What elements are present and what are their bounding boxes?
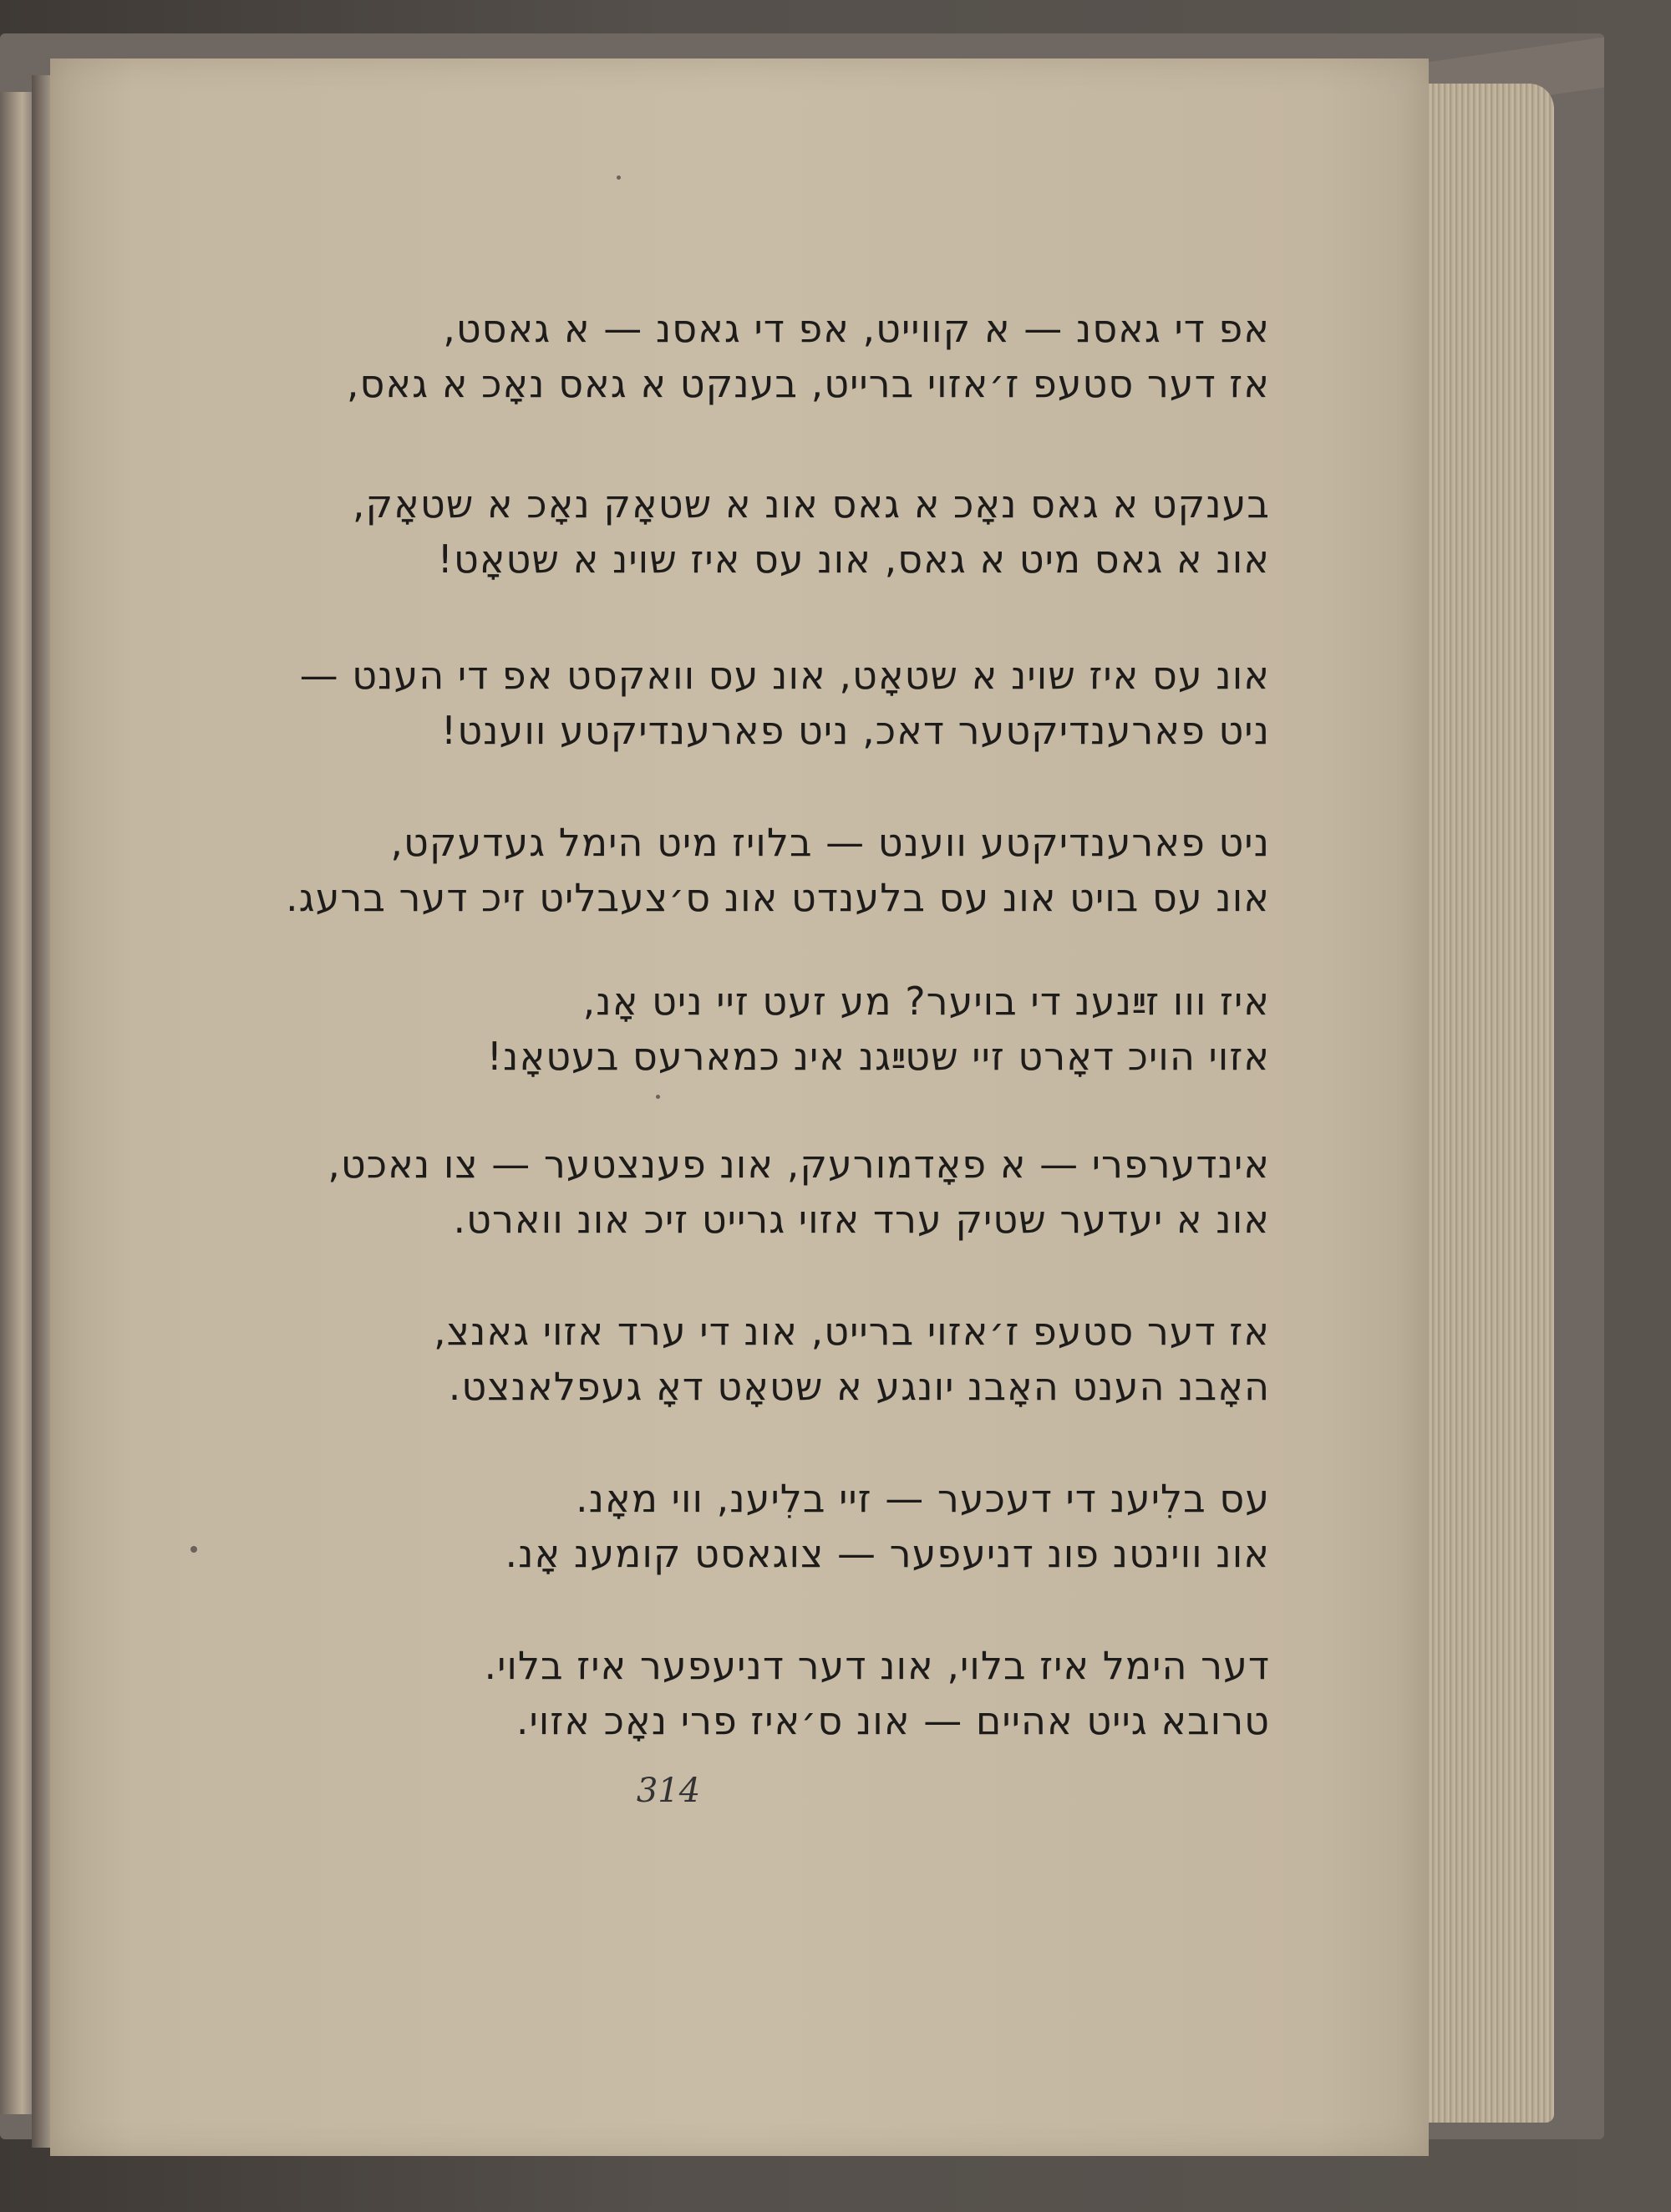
stanza-8 (226, 1471, 1270, 1581)
poem-line: אונ עס בויט אונ עס בלענדט אונ ס׳צעבליט זיכ דער ברעג. (286, 875, 1270, 920)
poem-line: אונ ווינטנ פונ דניעפער — צוגאסט קומענ אָנ. (505, 1531, 1270, 1576)
poem-line: עס בלִיענ די דעכער — זיי בלִיענ, ווי מאָנ. (576, 1476, 1270, 1521)
poem-line: אזוי הויכ דאָרט זיי שטײַגנ אינ כמארעס בעטאָנ! (486, 1034, 1270, 1079)
stanza-2 (226, 476, 1270, 587)
poem-line: אינדערפרי — א פאָדמורעק, אונ פענצטער — צו נאכט, (328, 1142, 1270, 1187)
stanza-3 (226, 648, 1270, 758)
poem-line: דער הימל איז בלוי, אונ דער דניעפער איז בלוי. (484, 1643, 1270, 1688)
poem-line: בענקט א גאס נאָכ א גאס אונ א שטאָק נאָכ א שטאָק, (352, 481, 1270, 526)
stanza-5 (226, 974, 1270, 1084)
page-edges (1429, 84, 1554, 2123)
poem-line: אז דער סטעפ ז׳אזוי ברייט, בענקט א גאס נאָכ א גאס, (346, 361, 1270, 406)
left-page-edge (0, 92, 32, 2114)
book-gutter (32, 75, 50, 2148)
stanza-6 (226, 1137, 1270, 1247)
poem-line: אונ א גאס מיט א גאס, אונ עס איז שוינ א שטאָט! (437, 536, 1270, 582)
poem-line: האָבנ הענט האָבנ יונגע א שטאָט דאָ געפלאנצט. (448, 1364, 1270, 1409)
stanza-7 (226, 1304, 1270, 1414)
paper-speck (656, 1095, 660, 1099)
page-number: 314 (636, 1772, 701, 1810)
stanza-9 (226, 1638, 1270, 1748)
poem-line: ניט פארענדיקטע ווענט — בלויז מיט הימל געדעקט, (390, 820, 1270, 865)
poem-line: טרובא גייט אהיים — אונ ס׳איז פרי נאָכ אזוי. (516, 1698, 1270, 1743)
poem-line: אונ עס איז שוינ א שטאָט, אונ עס וואקסט אפ די הענט — (299, 653, 1270, 698)
poem-line: אונ א יעדער שטיק ערד אזוי גרייט זיכ אונ ווארט. (453, 1197, 1270, 1242)
paper-speck (617, 175, 621, 180)
poem-line: איז ווו זײַנענ די בויער? מע זעט זיי ניט אָנ, (582, 979, 1270, 1024)
poem-line: ניט פארענדיקטער דאכ, ניט פארענדיקטע ווענט! (440, 708, 1270, 753)
poem-line: אפ די גאסנ — א קווייט, אפ די גאסנ — א גאסט, (443, 306, 1270, 351)
paper-speck (190, 1546, 197, 1553)
poem-text (226, 301, 1270, 1788)
stanza-1 (226, 301, 1270, 411)
stanza-4 (226, 815, 1270, 925)
poem-line: אז דער סטעפ ז׳אזוי ברייט, אונ די ערד אזוי גאנצ, (434, 1309, 1270, 1354)
